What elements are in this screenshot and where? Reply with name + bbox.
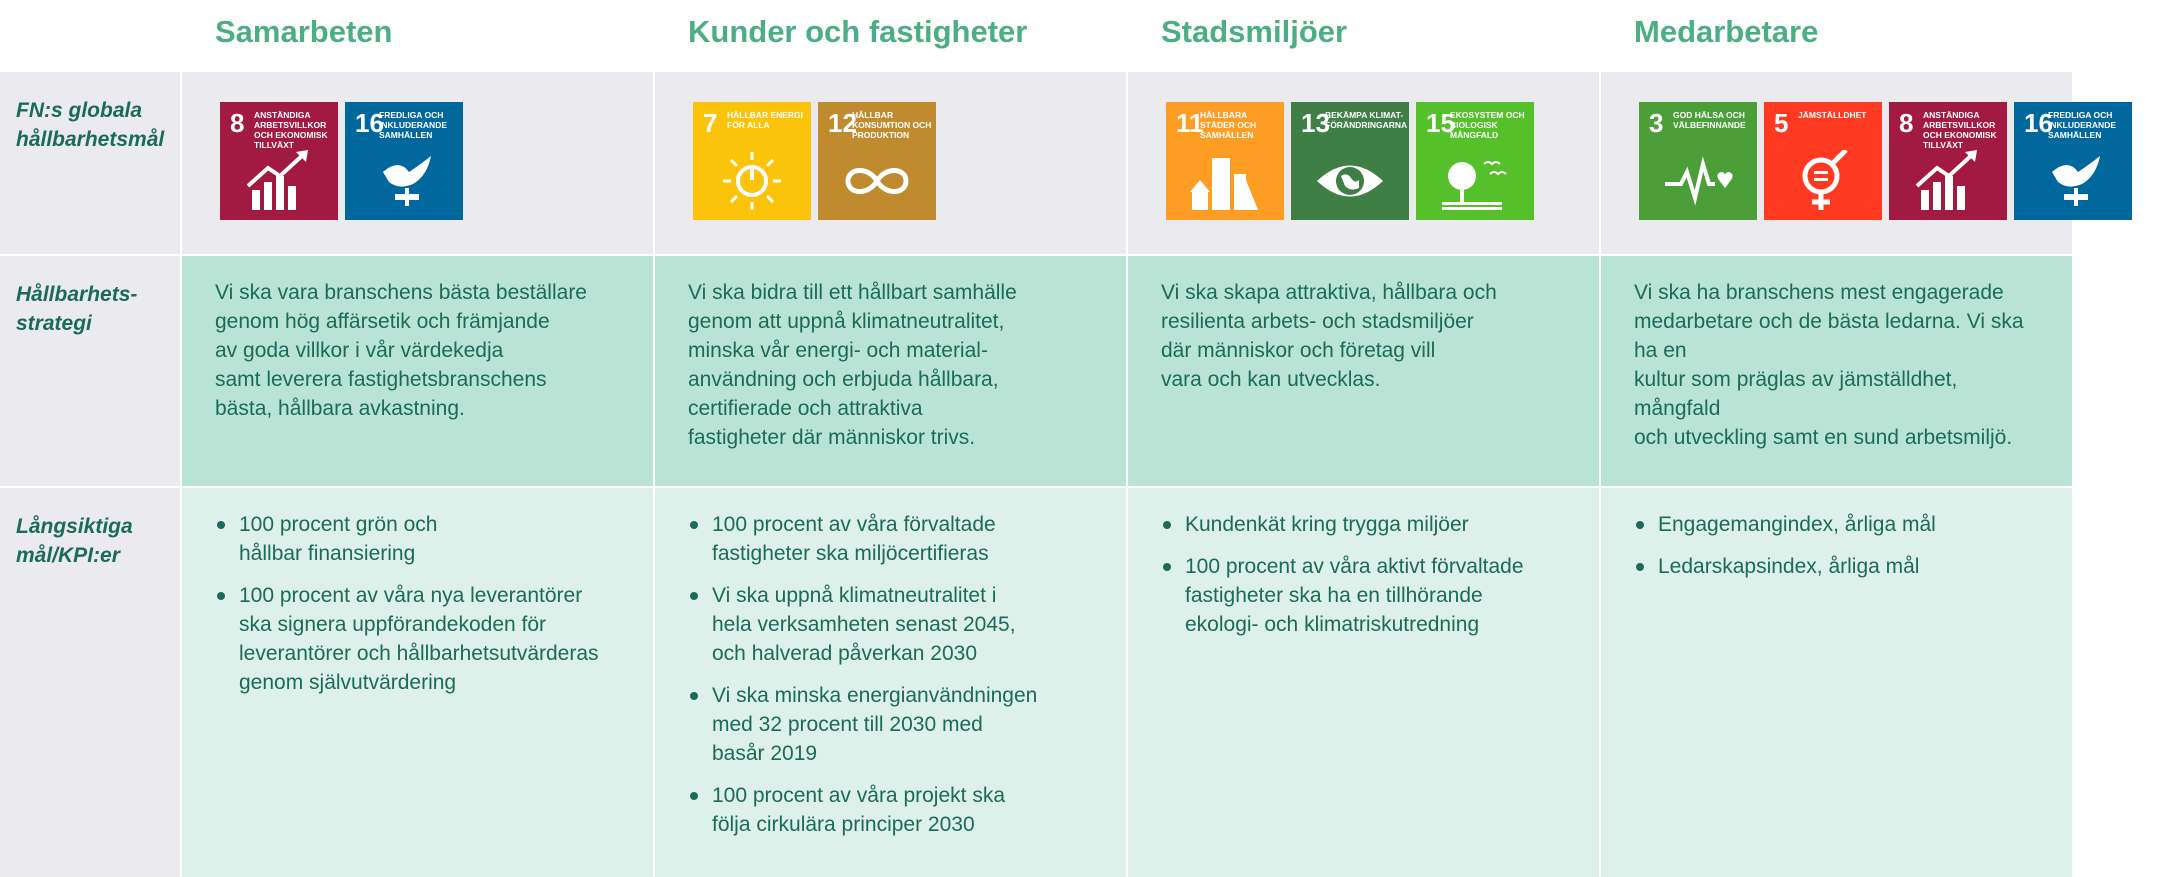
sdg-goal-text: HÅLLBAR KONSUMTION OCH PRODUKTION <box>852 110 932 140</box>
kpi-cell <box>1128 488 1599 877</box>
earth-eye-icon <box>1315 150 1385 212</box>
sdg-goal-tile <box>1416 102 1534 220</box>
column-title: Stadsmiljöer <box>1161 14 1348 49</box>
column-title: Samarbeten <box>215 14 393 49</box>
sdg-tiles <box>220 102 463 220</box>
sdg-goal-tile <box>1291 102 1409 220</box>
sdg-goal-text: FREDLIGA OCH INKLUDERANDE SAMHÄLLEN <box>2048 110 2116 140</box>
kpi-list-item: Engagemangindex, årliga mål <box>1634 510 1936 539</box>
tree-birds-icon <box>1440 150 1510 212</box>
column-title: Kunder och fastigheter <box>688 14 1028 49</box>
row-header-sdg <box>0 72 180 254</box>
sdg-cell <box>1128 72 1599 254</box>
sdg-goal-text: GOD HÄLSA OCH VÄLBEFINNANDE <box>1673 110 1746 130</box>
sdg-goal-number: 3 <box>1649 108 1664 138</box>
heartbeat-icon <box>1663 150 1733 212</box>
kpi-list-item: 100 procent av våra projekt ska följa cirkulära principer 2030 <box>688 781 1037 839</box>
sdg-goal-number: 8 <box>230 108 245 138</box>
sdg-tiles <box>1166 102 1534 220</box>
row-label-strategy: Hållbarhets- strategi <box>16 283 138 335</box>
kpi-cell <box>1601 488 2072 877</box>
sdg-goal-tile <box>818 102 936 220</box>
sdg-tiles <box>1639 102 2132 220</box>
kpi-list <box>215 510 599 710</box>
strategy-text: Vi ska bidra till ett hållbart samhälle genom att uppnå klimatneutralitet, minska vår energi- och material- användning och erbjuda hållbara, certifierade och attraktiva fastigheter där människor trivs. <box>688 281 1017 449</box>
kpi-list-item: 100 procent av våra nya leverantörer ska signera uppförandekoden för leverantörer och hållbarhetsutvärderas genom självutvärdering <box>215 581 599 697</box>
row-label-kpi: Långsiktiga mål/KPI:er <box>16 515 133 567</box>
sdg-goal-tile <box>220 102 338 220</box>
sdg-goal-text: ANSTÄNDIGA ARBETSVILLKOR OCH EKONOMISK TILLVÄXT <box>254 110 328 150</box>
sdg-goal-tile <box>693 102 811 220</box>
kpi-cell <box>655 488 1126 877</box>
growth-chart-icon <box>1913 150 1983 212</box>
sdg-goal-text: EKOSYSTEM OCH BIOLOGISK MÅNGFALD <box>1450 110 1525 140</box>
sdg-cell <box>1601 72 2116 254</box>
city-buildings-icon <box>1190 150 1260 212</box>
sdg-cell <box>182 72 653 254</box>
corner-cell <box>0 0 180 72</box>
kpi-list-item: Vi ska uppnå klimatneutralitet i hela verksamheten senast 2045, och halverad påverkan 2030 <box>688 581 1037 668</box>
column-header <box>1128 0 1599 72</box>
kpi-list-item: Vi ska minska energianvändningen med 32 procent till 2030 med basår 2019 <box>688 681 1037 768</box>
sdg-goal-number: 15 <box>1426 108 1455 138</box>
sdg-goal-number: 16 <box>2024 108 2053 138</box>
column-title: Medarbetare <box>1634 14 1819 49</box>
infinity-icon <box>842 150 912 212</box>
column-header <box>1601 0 2072 72</box>
sdg-goal-number: 12 <box>828 108 857 138</box>
strategy-cell <box>1601 256 2072 486</box>
sdg-goal-text: FREDLIGA OCH INKLUDERANDE SAMHÄLLEN <box>379 110 447 140</box>
sdg-goal-number: 7 <box>703 108 718 138</box>
strategy-text: Vi ska skapa attraktiva, hållbara och resilienta arbets- och stadsmiljöer där människor och företag vill vara och kan utvecklas. <box>1161 281 1497 391</box>
column-header <box>182 0 653 72</box>
row-label-sdg: FN:s globala hållbarhetsmål <box>16 99 165 151</box>
row-header-strategy <box>0 256 180 486</box>
kpi-list-item: 100 procent av våra förvaltade fastigheter ska miljöcertifieras <box>688 510 1037 568</box>
sdg-goal-number: 8 <box>1899 108 1914 138</box>
sdg-tiles <box>693 102 936 220</box>
kpi-list-item: Kundenkät kring trygga miljöer <box>1161 510 1524 539</box>
sdg-goal-tile <box>1166 102 1284 220</box>
sdg-goal-text: HÅLLBAR ENERGI FÖR ALLA <box>727 110 804 130</box>
strategy-cell <box>1128 256 1599 486</box>
kpi-list <box>1634 510 1936 594</box>
kpi-list-item: 100 procent av våra aktivt förvaltade fastigheter ska ha en tillhörande ekologi- och klimatriskutredning <box>1161 552 1524 639</box>
kpi-list-item: Ledarskapsindex, årliga mål <box>1634 552 1936 581</box>
kpi-cell <box>182 488 653 877</box>
row-header-kpi <box>0 488 180 877</box>
sdg-goal-tile <box>1764 102 1882 220</box>
column-header <box>655 0 1126 72</box>
strategy-text: Vi ska vara branschens bästa beställare genom hög affärsetik och främjande av goda villkor i vår värdekedja samt leverera fastighetsbranschens bästa, hållbara avkastning. <box>215 281 587 420</box>
strategy-cell <box>655 256 1126 486</box>
growth-chart-icon <box>244 150 314 212</box>
sdg-goal-tile <box>1639 102 1757 220</box>
gender-equality-icon <box>1788 150 1858 212</box>
sdg-goal-number: 5 <box>1774 108 1789 138</box>
dove-gavel-icon <box>2038 150 2108 212</box>
sdg-cell <box>655 72 1126 254</box>
sdg-goal-text: HÅLLBARA STÄDER OCH SAMHÄLLEN <box>1200 110 1257 140</box>
strategy-text: Vi ska ha branschens mest engagerade medarbetare och de bästa ledarna. Vi ska ha en kultur som präglas av jämställdhet, mångfald och utveckling samt en sund arbetsmiljö. <box>1634 281 2024 449</box>
sdg-goal-text: BEKÄMPA KLIMAT-FÖRÄNDRINGARNA <box>1325 110 1408 130</box>
sdg-goal-text: JÄMSTÄLLDHET <box>1798 110 1867 120</box>
kpi-list-item: 100 procent grön och hållbar finansiering <box>215 510 599 568</box>
sdg-goal-number: 16 <box>355 108 384 138</box>
sdg-goal-number: 11 <box>1176 108 1204 138</box>
sdg-goal-tile <box>345 102 463 220</box>
sun-power-icon <box>717 150 787 212</box>
strategy-cell <box>182 256 653 486</box>
sdg-goal-tile <box>2014 102 2132 220</box>
dove-gavel-icon <box>369 150 439 212</box>
sdg-goal-text: ANSTÄNDIGA ARBETSVILLKOR OCH EKONOMISK TILLVÄXT <box>1923 110 1997 150</box>
sdg-goal-tile <box>1889 102 2007 220</box>
kpi-list <box>1161 510 1524 652</box>
kpi-list <box>688 510 1037 852</box>
sdg-goal-number: 13 <box>1301 108 1330 138</box>
